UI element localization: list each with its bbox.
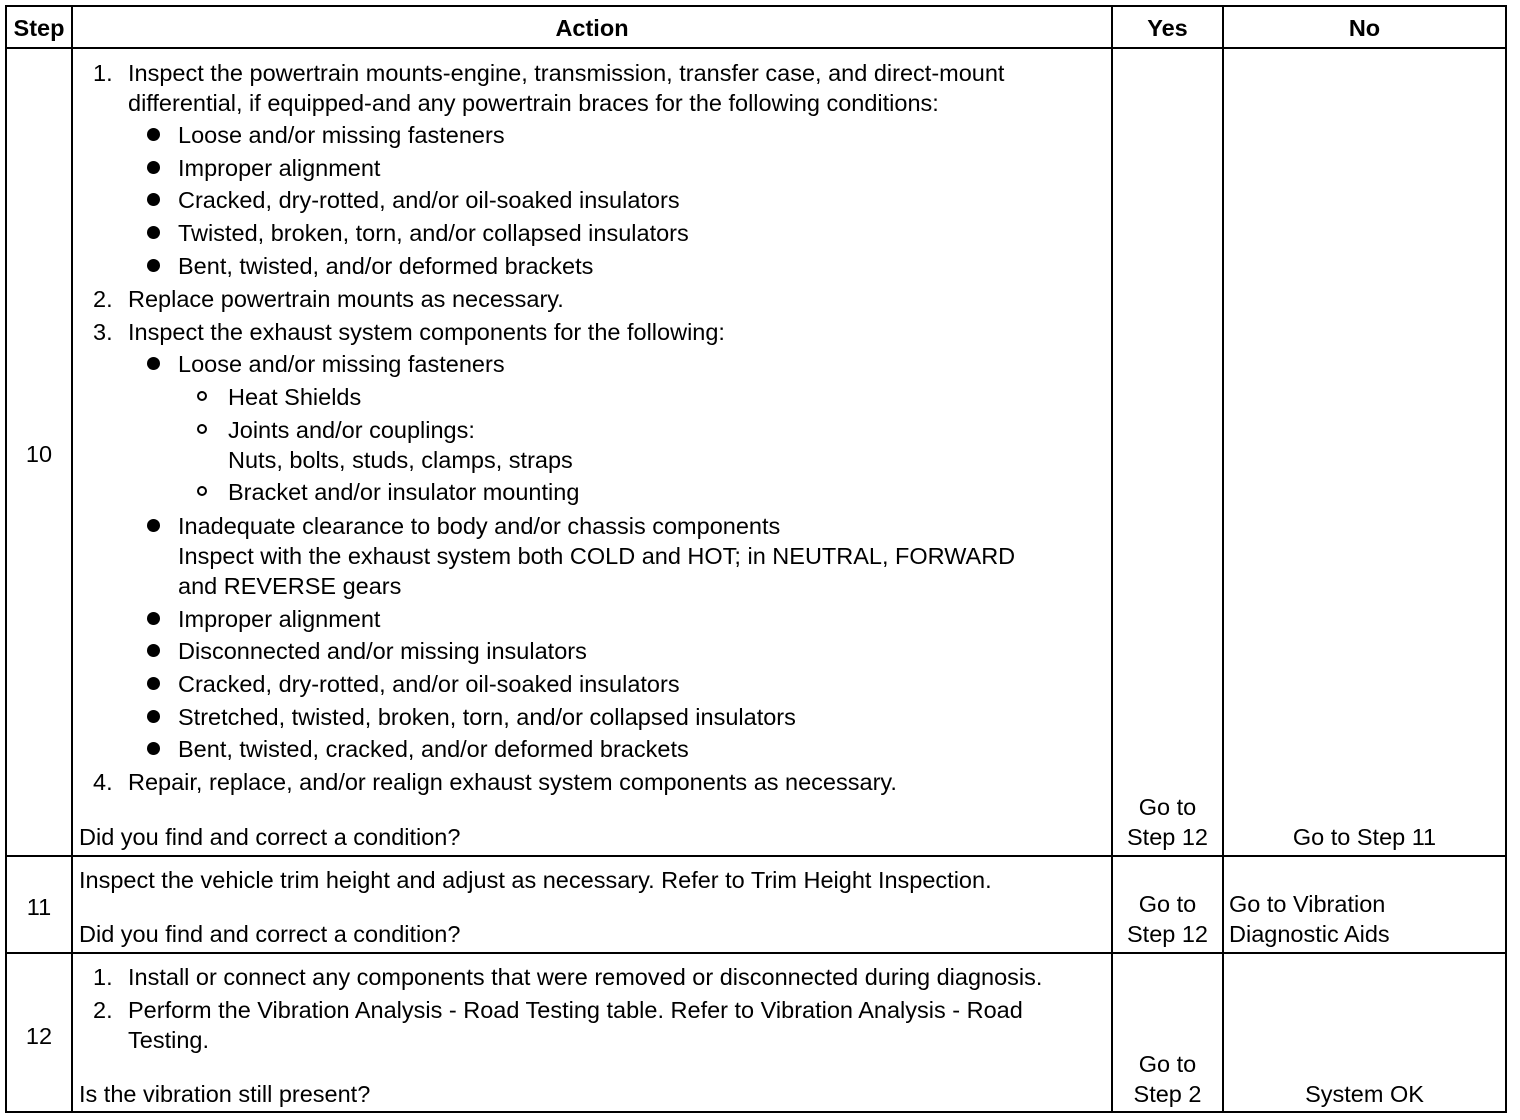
row11-yes-line2: Step 12 xyxy=(1126,921,1208,947)
row10-yes-line2: Step 12 xyxy=(1126,824,1208,850)
row10-item4-number: 4. xyxy=(93,769,113,795)
row10-item3-bullet: Cracked, dry-rotted, and/or oil-soaked insulators xyxy=(178,671,680,697)
row10-no: Go to Step 11 xyxy=(1292,824,1437,850)
bullet-icon xyxy=(147,161,160,174)
step-column-divider xyxy=(71,7,73,1111)
row11-no-line1: Go to Vibration xyxy=(1229,891,1386,917)
row10-item3-subbullet: Bracket and/or insulator mounting xyxy=(228,479,580,505)
row11-no-line2: Diagnostic Aids xyxy=(1229,921,1390,947)
row10-item3-bullet-cont: Inspect with the exhaust system both COLD and HOT; in NEUTRAL, FORWARD xyxy=(178,543,1016,569)
header-step: Step xyxy=(13,15,65,41)
row10-item3-subbullet: Heat Shields xyxy=(228,384,362,410)
row10-item3-bullet: Improper alignment xyxy=(178,606,381,632)
row11-action-text: Inspect the vehicle trim height and adjust as necessary. Refer to Trim Height Inspection. xyxy=(79,867,992,893)
row12-item2-number: 2. xyxy=(93,997,113,1023)
sub-bullet-icon xyxy=(197,486,207,496)
row10-question: Did you find and correct a condition? xyxy=(79,824,461,850)
row12-no: System OK xyxy=(1305,1081,1424,1107)
bullet-icon xyxy=(147,259,160,272)
row10-item1-bullet: Bent, twisted, and/or deformed brackets xyxy=(178,253,594,279)
row12-item1-number: 1. xyxy=(93,964,113,990)
row10-item3-bullet-cont: and REVERSE gears xyxy=(178,573,402,599)
sub-bullet-icon xyxy=(197,424,207,434)
row10-item3-number: 3. xyxy=(93,319,113,345)
row12-question: Is the vibration still present? xyxy=(79,1081,371,1107)
header-action: Action xyxy=(555,15,629,41)
bullet-icon xyxy=(147,677,160,690)
diagnostic-table xyxy=(5,5,1507,1113)
row11-step-number: 11 xyxy=(26,894,52,920)
row12-item2-text: Perform the Vibration Analysis - Road Testing table. Refer to Vibration Analysis - Road xyxy=(128,997,1023,1023)
row12-step-number: 12 xyxy=(25,1023,53,1049)
bullet-icon xyxy=(147,612,160,625)
bullet-icon xyxy=(147,519,160,532)
bullet-icon xyxy=(147,193,160,206)
bullet-icon xyxy=(147,226,160,239)
row10-divider xyxy=(7,855,1505,857)
row10-item3-bullet: Bent, twisted, cracked, and/or deformed brackets xyxy=(178,736,689,762)
row10-item1-bullet: Cracked, dry-rotted, and/or oil-soaked insulators xyxy=(178,187,680,213)
row10-item2-text: Replace powertrain mounts as necessary. xyxy=(128,286,564,312)
header-no: No xyxy=(1348,15,1381,41)
sub-bullet-icon xyxy=(197,391,207,401)
bullet-icon xyxy=(147,710,160,723)
row10-item1-bullet: Loose and/or missing fasteners xyxy=(178,122,505,148)
row10-item3-subbullet: Joints and/or couplings: xyxy=(228,417,475,443)
bullet-icon xyxy=(147,644,160,657)
row10-item3-bullet: Inadequate clearance to body and/or chassis components xyxy=(178,513,781,539)
row10-item3-text: Inspect the exhaust system components for the following: xyxy=(128,319,725,345)
row10-yes-line1: Go to xyxy=(1138,794,1197,820)
bullet-icon xyxy=(147,128,160,141)
row10-item1-text-cont: differential, if equipped-and any powertrain braces for the following conditions: xyxy=(128,90,939,116)
row11-question: Did you find and correct a condition? xyxy=(79,921,461,947)
row10-item1-bullet: Twisted, broken, torn, and/or collapsed insulators xyxy=(178,220,689,246)
row10-item3-bullet: Disconnected and/or missing insulators xyxy=(178,638,587,664)
row12-yes-line1: Go to xyxy=(1138,1051,1197,1077)
row10-item1-bullet: Improper alignment xyxy=(178,155,381,181)
row12-item2-text-cont: Testing. xyxy=(128,1027,209,1053)
header-yes: Yes xyxy=(1147,15,1188,41)
yes-column-divider xyxy=(1222,7,1224,1111)
row11-divider xyxy=(7,952,1505,954)
bullet-icon xyxy=(147,742,160,755)
row10-item3-subbullet-cont: Nuts, bolts, studs, clamps, straps xyxy=(228,447,573,473)
row10-item3-bullet: Loose and/or missing fasteners xyxy=(178,351,505,377)
row10-item2-number: 2. xyxy=(93,286,113,312)
row10-step-number: 10 xyxy=(25,441,53,467)
header-divider xyxy=(7,47,1505,49)
row10-item4-text: Repair, replace, and/or realign exhaust system components as necessary. xyxy=(128,769,897,795)
row10-item1-text: Inspect the powertrain mounts-engine, transmission, transfer case, and direct-mount xyxy=(128,60,1005,86)
row11-yes-line1: Go to xyxy=(1138,891,1197,917)
row10-item3-bullet: Stretched, twisted, broken, torn, and/or collapsed insulators xyxy=(178,704,796,730)
row10-item1-number: 1. xyxy=(93,60,113,86)
bullet-icon xyxy=(147,357,160,370)
row12-item1-text: Install or connect any components that were removed or disconnected during diagnosis. xyxy=(128,964,1043,990)
row12-yes-line2: Step 2 xyxy=(1133,1081,1202,1107)
